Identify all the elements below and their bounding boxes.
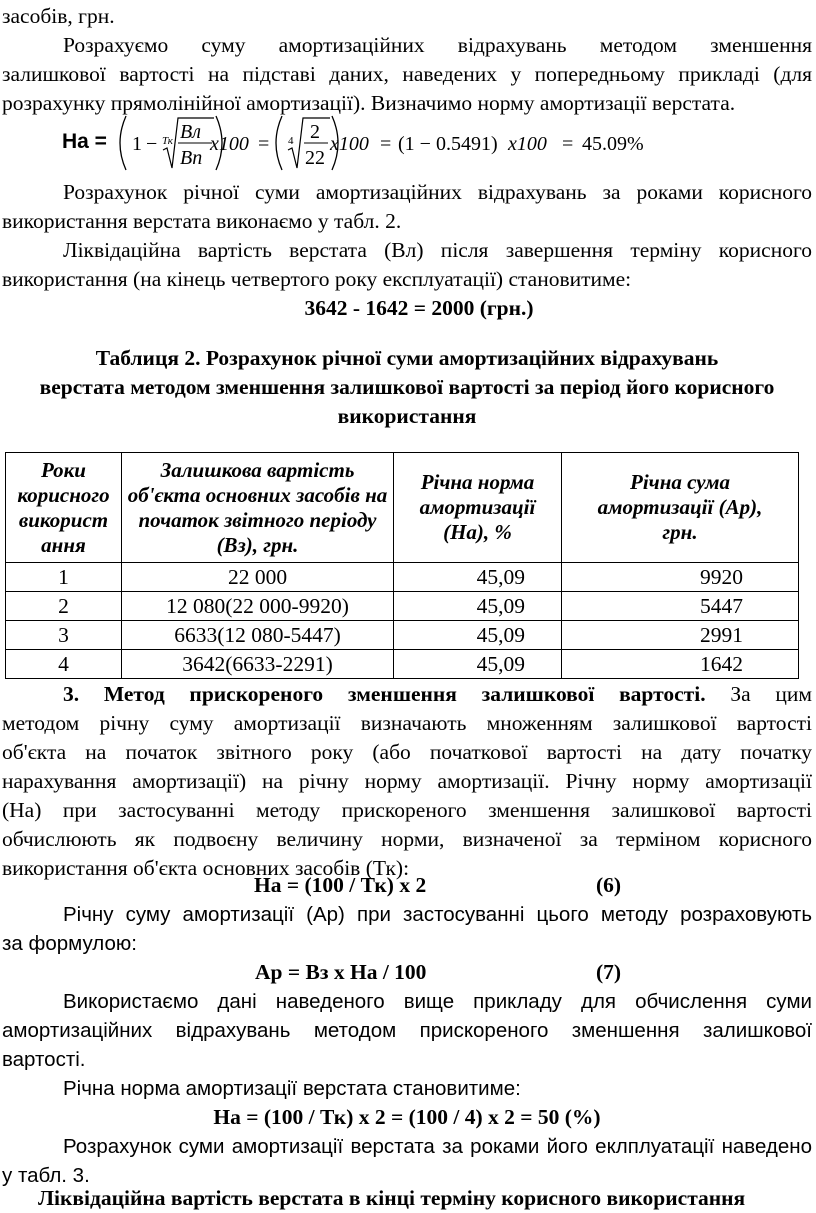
cell-year: 1 [6, 563, 122, 592]
paragraph-line: Використаємо дані наведеного вище прикладу для обчислення суми [63, 990, 812, 1013]
cell-rate: 45,09 [394, 592, 562, 621]
formula-x100-2: x100 [330, 133, 369, 155]
formula-denominator-2: 22 [305, 147, 325, 169]
cell-residual: 22 000 [122, 563, 394, 592]
cell-residual: 3642(6633-2291) [122, 650, 394, 679]
paragraph-line: нарахування амортизації) на річну норму амортизації. Річну норму амортизації [2, 769, 812, 793]
paragraph-line: залишкової вартості на підставі даних, наведених у попередньому прикладі (для [2, 62, 812, 86]
cell-year: 4 [6, 650, 122, 679]
paragraph-line: Розрахуємо суму амортизаційних відрахувань методом зменшення [63, 33, 812, 57]
header-annual-rate: Річна норма амортизації (На), % [394, 453, 562, 563]
formula-numerator: Вл [180, 121, 201, 143]
formula-6: На = (100 / Тк) х 2 [254, 873, 427, 897]
cell-residual: 6633(12 080-5447) [122, 621, 394, 650]
formula-root-index: Тк [162, 135, 173, 147]
formula-calc: На = (100 / Тк) х 2 = (100 / 4) х 2 = 50 (%) [213, 1105, 601, 1129]
paragraph-line: Ліквідаційна вартість верстата (Вл) після завершення терміну корисного [63, 238, 812, 262]
table-row [6, 563, 799, 592]
formula-eq-2: = [380, 133, 392, 155]
depreciation-table [5, 452, 799, 679]
text-line: засобів, грн. [2, 4, 115, 28]
formula-result: 45.09% [582, 133, 644, 155]
paragraph-line: вартості. [2, 1048, 86, 1071]
paragraph-line: Річна норма амортизації верстата становитиме: [63, 1077, 521, 1100]
cell-rate: 45,09 [394, 650, 562, 679]
cell-sum: 1642 [562, 650, 799, 679]
formula-eq: = [258, 133, 270, 155]
paragraph-line: Розрахунок річної суми амортизаційних відрахувань за роками корисного [63, 180, 812, 204]
paragraph-line: об'єкта на початок звітного року (або початкової вартості на дату початку [2, 740, 812, 764]
table-row [6, 621, 799, 650]
paragraph-line: Ліквідаційна вартість верстата в кінці терміну корисного використання [38, 1186, 746, 1210]
formula-7: Ар = Вз х На / 100 [255, 960, 427, 984]
calculation-line: 3642 - 1642 = 2000 (грн.) [304, 296, 534, 320]
formula-svg [62, 112, 712, 174]
table-row [6, 592, 799, 621]
paragraph-line: розрахунку прямолінійної амортизації). Визначимо норму амортизації верстата. [2, 91, 736, 115]
paragraph-line: у табл. 3. [2, 1164, 90, 1187]
paragraph-line: обчислюють як подвоєну величину норми, визначеної за терміном корисного [2, 827, 812, 851]
table-title-line: верстата методом зменшення залишкової вартості за період його корисного [39, 375, 775, 399]
section3-title-cont: За цим [730, 682, 812, 706]
header-years: Роки корисного використ ання [6, 453, 122, 563]
formula-minus: − [146, 133, 158, 155]
header-residual-value: Залишкова вартість об'єкта основних засобів на початок звітного періоду (Вз), грн. [122, 453, 394, 563]
section3-title: 3. Метод прискореного зменшення залишкової вартості. [63, 682, 706, 706]
cell-sum: 5447 [562, 592, 799, 621]
table-header-row [6, 453, 799, 563]
formula-eq-3: = [562, 133, 574, 155]
formula-label: На = [62, 130, 107, 153]
paragraph-line: (На) при застосуванні методу прискореного зменшення залишкової вартості [2, 798, 812, 822]
paragraph-line: Розрахунок суми амортизації верстата за роками його еклплуатації наведено [63, 1135, 812, 1158]
paragraph-line: використання верстата виконаємо у табл. 2. [2, 209, 402, 233]
paragraph-line: Річну суму амортизації (Ар) при застосуванні цього методу розраховують [63, 903, 812, 926]
paragraph-line: за формулою: [2, 932, 137, 955]
table-row [6, 650, 799, 679]
header-annual-sum: Річна сума амортизації (Ар), грн. [562, 453, 799, 563]
formula-x100-3: x100 [508, 133, 547, 155]
table-title-line: Таблиця 2. Розрахунок річної суми амортизаційних відрахувань [95, 346, 719, 370]
cell-year: 2 [6, 592, 122, 621]
cell-year: 3 [6, 621, 122, 650]
formula-numerator-2: 2 [310, 121, 320, 143]
paragraph-line: амортизаційних відрахувань методом прискореного зменшення залишкової [2, 1019, 812, 1042]
paragraph-line: методом річну суму амортизації визначають множенням залишкової вартості [2, 711, 812, 735]
depreciation-rate-formula [62, 112, 712, 174]
cell-rate: 45,09 [394, 621, 562, 650]
paragraph-line: використання (на кінець четвертого року експлуатації) становитиме: [2, 267, 632, 291]
table-title-line: використання [337, 404, 477, 428]
formula-mid: (1 − 0.5491) [398, 133, 498, 155]
cell-rate: 45,09 [394, 563, 562, 592]
formula-6-number: (6) [596, 873, 622, 897]
formula-7-number: (7) [596, 960, 622, 984]
formula-one: 1 [132, 133, 142, 155]
paragraph-line: використання об'єкта основних засобів (Тк): [2, 856, 410, 880]
cell-sum: 2991 [562, 621, 799, 650]
cell-sum: 9920 [562, 563, 799, 592]
formula-x100: x100 [210, 133, 249, 155]
formula-denominator: Вп [180, 147, 203, 169]
section3-heading-line [2, 680, 812, 709]
cell-residual: 12 080(22 000-9920) [122, 592, 394, 621]
formula-root-index-2: 4 [288, 135, 294, 147]
